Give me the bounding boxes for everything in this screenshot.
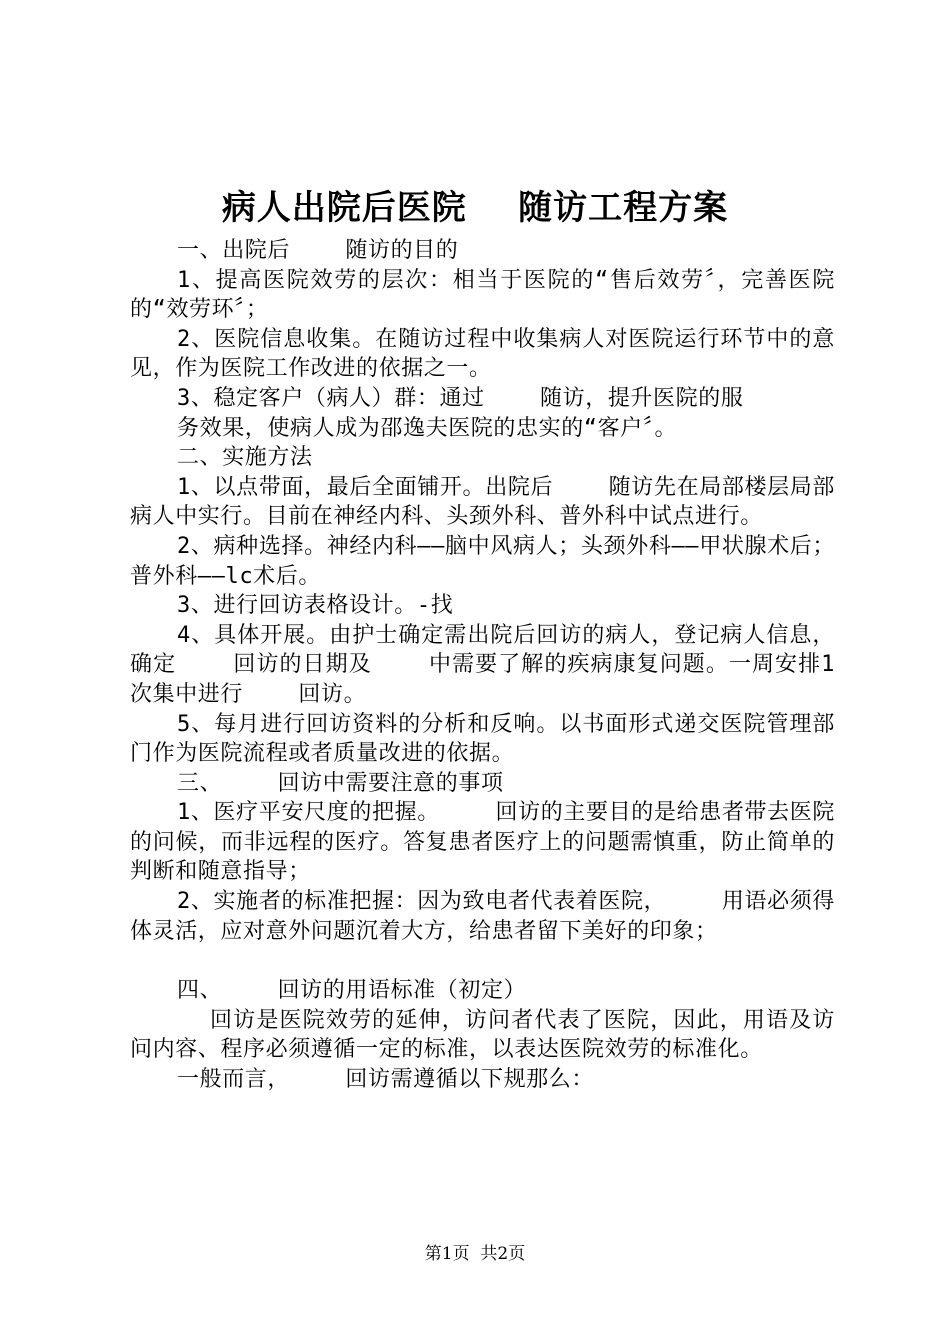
section-heading-2: 二、实施方法 (177, 445, 313, 471)
paragraph-2-4: 4、具体开展。由护士确定需出院后回访的病人，登记病人信息，确定 回访的日期及 中需要了解的疾病康复问题。一周安排1次集中进行 回访。 (130, 622, 835, 707)
paragraph-4-1: 回访是医院效劳的延伸，访问者代表了医院，因此，用语及访问内容、程序必须遵循一定的标准，以表达医院效劳的标准化。 (130, 1007, 835, 1063)
paragraph-3-2: 2、实施者的标准把握：因为致电者代表着医院， 用语必须得体灵活，应对意外问题沉着大方，给患者留下美好的印象； (130, 889, 835, 944)
section-heading-4: 四、 回访的用语标准（初定） (177, 978, 527, 1004)
document-title: 病人出院后医院 随访工程方案 (221, 188, 729, 228)
paragraph-4-2: 一般而言， 回访需遵循以下规那么： (177, 1067, 594, 1093)
paragraph-2-3: 3、进行回访表格设计。-找 (177, 593, 454, 619)
page-footer: 第1页 共2页 (424, 1244, 526, 1264)
paragraph-1-3b: 务效果，使病人成为邵逸夫医院的忠实的“客户〞。 (177, 415, 678, 441)
paragraph-2-5: 5、每月进行回访资料的分析和反响。以书面形式递交医院管理部门作为医院流程或者质量改进的依据。 (130, 711, 835, 767)
paragraph-1-3a: 3、稳定客户（病人）群：通过 随访，提升医院的服 (177, 385, 744, 411)
paragraph-2-2: 2、病种选择。神经内科——脑中风病人；头颈外科——甲状腺术后；普外科——lc术后。 (130, 533, 835, 589)
paragraph-3-1: 1、医疗平安尺度的把握。 回访的主要目的是给患者带去医院的问候，而非远程的医疗。答复患者医疗上的问题需慎重，防止简单的判断和随意指导； (130, 800, 835, 885)
paragraph-1-1: 1、提高医院效劳的层次：相当于医院的“售后效劳〞，完善医院的“效劳环〞； (130, 267, 835, 323)
section-heading-1: 一、出院后 随访的目的 (177, 238, 459, 263)
section-heading-3: 三、 回访中需要注意的事项 (177, 770, 504, 796)
document-body (130, 236, 835, 1095)
paragraph-1-2: 2、医院信息收集。在随访过程中收集病人对医院运行环节中的意见，作为医院工作改进的依据之一。 (130, 326, 835, 382)
paragraph-2-1: 1、以点带面，最后全面铺开。出院后 随访先在局部楼层局部病人中实行。目前在神经内科、头颈外科、普外科中试点进行。 (130, 474, 835, 530)
